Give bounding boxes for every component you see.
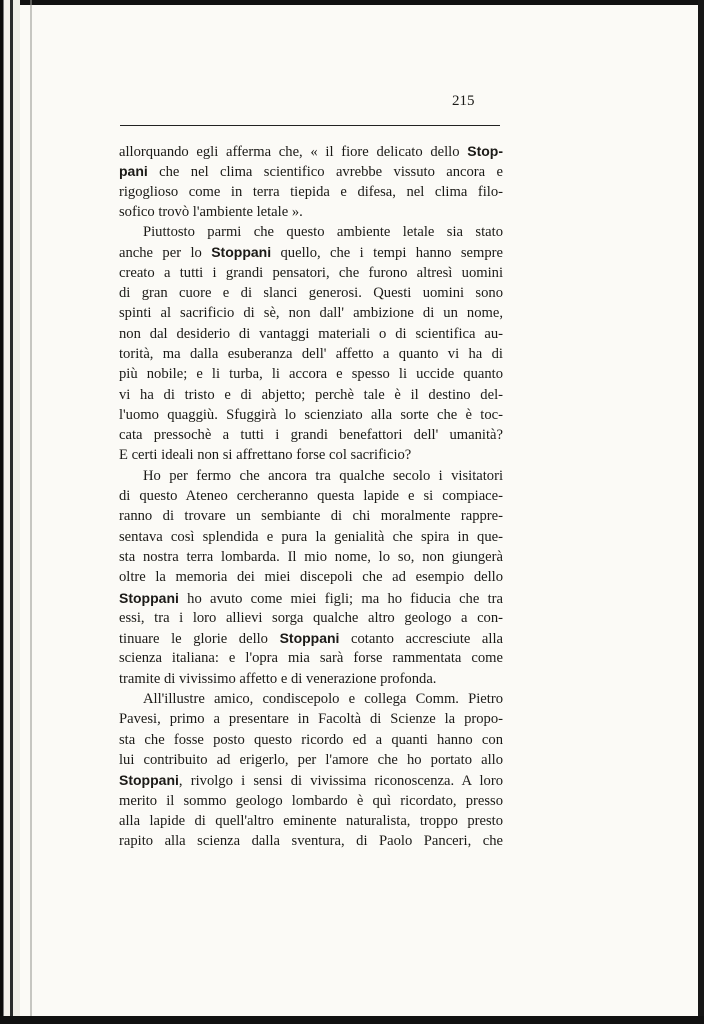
text-segment: ho avuto come miei figli; ma ho fiducia che tra bbox=[178, 590, 503, 607]
text-segment: quello, che i tempi hanno sempre bbox=[271, 245, 503, 262]
text-line bbox=[119, 567, 503, 587]
text-segment: rigoglioso come in terra tiepida e difesa, nel clima filo- bbox=[119, 183, 503, 200]
text-line bbox=[119, 141, 503, 161]
text-segment: sta che fosse posto questo ricordo ed a quanti hanno con bbox=[119, 731, 503, 748]
text-line bbox=[119, 344, 503, 364]
text-segment: spinti al sacrificio di sè, non dall' ambizione di un nome, bbox=[119, 305, 503, 322]
text-segment: più nobile; e li turba, li accora e spesso li uccide quanto bbox=[119, 366, 503, 383]
scan-border-top bbox=[0, 0, 704, 5]
bold-name: Stoppani bbox=[119, 772, 179, 789]
text-line bbox=[119, 202, 503, 222]
text-line bbox=[119, 831, 503, 851]
text-segment: cata pressochè a tutti i grandi benefattori dell' umanità? bbox=[119, 427, 503, 444]
bold-name: pani bbox=[119, 163, 148, 180]
text-line bbox=[119, 324, 503, 344]
text-line bbox=[119, 466, 503, 486]
text-segment: allorquando egli afferma che, « il fiore delicato dello bbox=[119, 144, 468, 160]
text-segment: ranno di trovare un sembiante di chi moralmente rappre- bbox=[119, 508, 503, 525]
text-segment: sofico trovò l'ambiente letale ». bbox=[119, 203, 303, 220]
text-line bbox=[119, 791, 503, 811]
scan-border-left bbox=[0, 0, 20, 1024]
text-line bbox=[119, 222, 503, 242]
text-line bbox=[119, 425, 503, 445]
text-segment: sta nostra terra lombarda. Il mio nome, lo so, non giungerà bbox=[119, 548, 503, 565]
text-line bbox=[119, 527, 503, 547]
text-segment: merito il sommo geologo lombardo è quì ricordato, presso bbox=[119, 792, 503, 809]
text-segment: alla lapide di quell'altro eminente naturalista, troppo presto bbox=[119, 812, 503, 829]
text-line bbox=[119, 263, 503, 283]
text-segment: anche per lo bbox=[119, 245, 212, 262]
text-line bbox=[119, 303, 503, 323]
text-line bbox=[119, 182, 503, 202]
text-segment: Ho per fermo che ancora tra qualche secolo i visitatori bbox=[143, 467, 503, 484]
text-line bbox=[119, 486, 503, 506]
text-segment: non dal desiderio di vantaggi materiali o di scientifica au- bbox=[119, 325, 503, 342]
text-segment: creato a tutti i grandi pensatori, che furono altresì uomini bbox=[119, 264, 503, 281]
text-segment: sentava così splendida e pura la genialità che spira in que- bbox=[119, 528, 503, 545]
text-line bbox=[119, 405, 503, 425]
text-segment: torità, ma dalla esuberanza dell' affetto a quanto vi ha di bbox=[119, 345, 503, 362]
text-line bbox=[119, 811, 503, 831]
text-line bbox=[119, 628, 503, 648]
text-line bbox=[119, 445, 503, 465]
body-text bbox=[119, 141, 503, 851]
page-number: 215 bbox=[452, 93, 475, 109]
text-segment: di questo Ateneo cercheranno questa lapide e si compiace- bbox=[119, 488, 503, 505]
text-line bbox=[119, 385, 503, 405]
text-segment: All'illustre amico, condiscepolo e collega Comm. Pietro bbox=[143, 691, 503, 708]
scan-gutter-shadow bbox=[30, 0, 32, 1024]
text-line bbox=[119, 709, 503, 729]
text-segment: lui contribuito ad erigerlo, per l'amore che ho portato allo bbox=[119, 751, 503, 768]
text-segment: oltre la memoria dei miei discepoli che ad esempio dello bbox=[119, 569, 503, 586]
scan-border-bottom bbox=[0, 1016, 704, 1024]
text-segment: E certi ideali non si affrettano forse col sacrificio? bbox=[119, 447, 412, 464]
text-segment: vi ha di tristo e di abjetto; perchè tale è il destino del- bbox=[119, 386, 503, 403]
text-line bbox=[119, 648, 503, 668]
bold-name: Stoppani bbox=[211, 244, 272, 261]
text-segment: cotanto accresciute alla bbox=[339, 631, 503, 648]
text-line bbox=[119, 506, 503, 526]
text-segment: tinuare le glorie dello bbox=[119, 631, 280, 648]
text-line bbox=[119, 770, 503, 790]
text-line bbox=[119, 242, 503, 262]
text-segment: , rivolgo i sensi di vivissima riconoscenza. A loro bbox=[178, 773, 503, 790]
text-segment: tramite di vivissimo affetto e di venerazione profonda. bbox=[119, 670, 437, 687]
bold-name: Stoppani bbox=[119, 589, 179, 606]
text-segment: che nel clima scientifico avrebbe vissuto ancora e bbox=[147, 164, 503, 181]
text-line bbox=[119, 364, 503, 384]
text-segment: rapito alla scienza dalla sventura, di Paolo Panceri, che bbox=[119, 833, 503, 850]
bold-name: Stop- bbox=[467, 143, 503, 159]
text-line bbox=[119, 750, 503, 770]
text-segment: l'uomo quaggiù. Sfuggirà lo scienziato alla sorte che è toc- bbox=[119, 406, 503, 423]
text-line bbox=[119, 283, 503, 303]
text-segment: scienza italiana: e l'opra mia sarà forse rammentata come bbox=[119, 650, 503, 667]
text-segment: Pavesi, primo a presentare in Facoltà di Scienze la propo- bbox=[119, 711, 503, 728]
text-line bbox=[119, 730, 503, 750]
scan-border-right bbox=[698, 0, 704, 1024]
text-line bbox=[119, 608, 503, 628]
text-line bbox=[119, 161, 503, 181]
bold-name: Stoppani bbox=[279, 630, 340, 647]
text-segment: Piuttosto parmi che questo ambiente letale sia stato bbox=[143, 224, 503, 241]
text-line bbox=[119, 669, 503, 689]
text-segment: di gran cuore e di slanci generosi. Questi uomini sono bbox=[119, 285, 503, 302]
text-line bbox=[119, 689, 503, 709]
text-segment: essi, tra i loro allievi sorga qualche altro geologo a con- bbox=[119, 609, 503, 626]
text-line bbox=[119, 547, 503, 567]
header-rule bbox=[120, 125, 500, 126]
text-line bbox=[119, 588, 503, 608]
